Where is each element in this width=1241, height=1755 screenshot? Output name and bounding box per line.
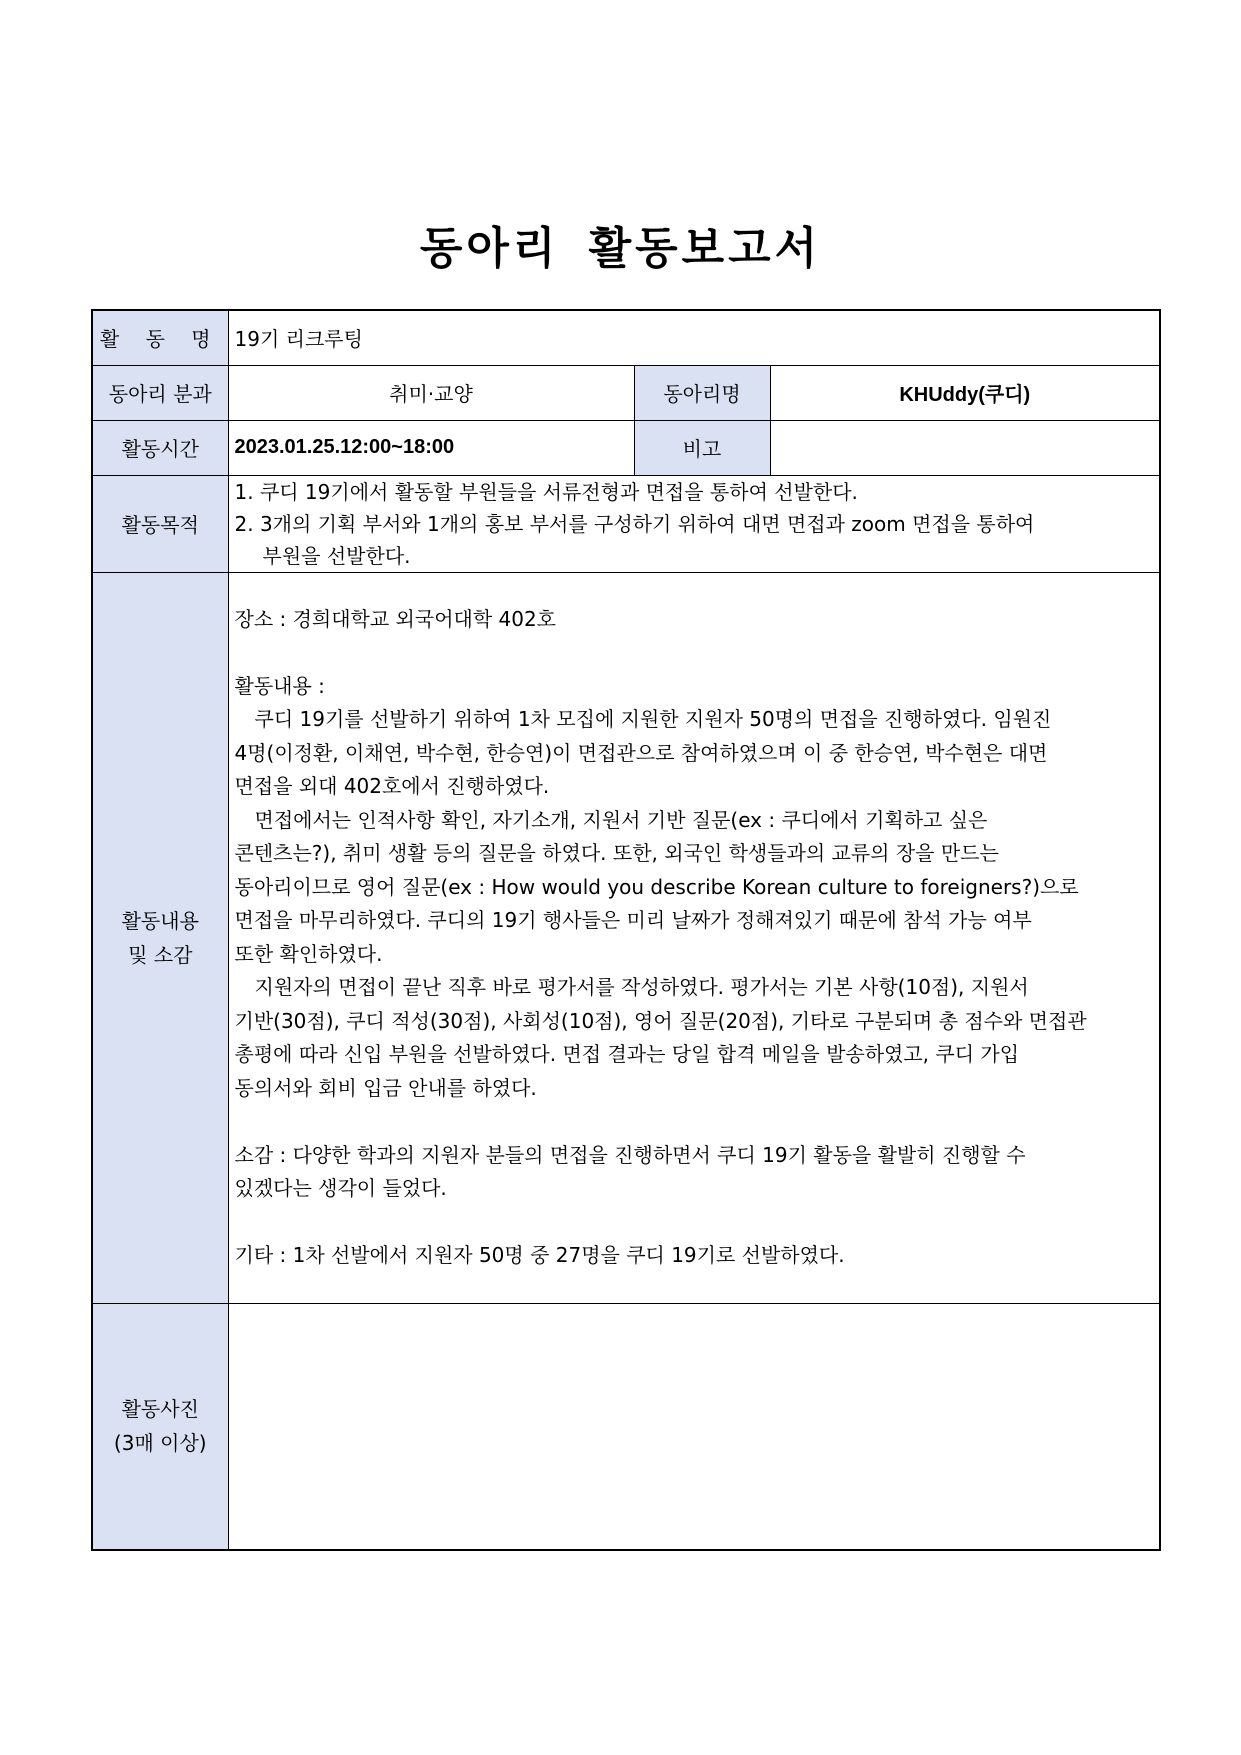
content-place: 장소 : 경희대학교 외국어대학 402호 [234,606,557,631]
content-p1-line-2: 4명(이정환, 이채연, 박수현, 한승연)이 면접관으로 참여하였으며 이 중 한승연, 박수현은 대면 [234,740,1048,765]
content-label-line-2: 및 소감 [128,942,193,967]
photos-label [92,1303,228,1550]
content-p3-line-2: 기반(30점), 쿠디 적성(30점), 사회성(10점), 영어 질문(20점), 기타로 구분되며 총 점수와 면접관 [234,1008,1087,1033]
purpose-value [228,475,1160,572]
content-p2-line-5: 또한 확인하였다. [234,941,383,966]
activity-report-table [91,309,1161,1551]
content-p2-line-4: 면접을 마무리하였다. 쿠디의 19기 행사들은 미리 날짜가 정해져있기 때문에 참석 가능 여부 [234,908,1032,932]
purpose-label: 활동목적 [92,475,228,572]
activity-time-label: 활동시간 [92,420,228,475]
content-p1-line-1: 쿠디 19기를 선발하기 위하여 1차 모집에 지원한 지원자 50명의 면접을 진행하였다. 임원진 [254,707,1052,731]
content-label-line-1: 활동내용 [121,908,199,933]
row-club-info [92,365,1160,420]
purpose-line-3: 부원을 선발한다. [262,543,411,568]
row-photos [92,1303,1160,1550]
content-p3-line-1: 지원자의 면접이 끝난 직후 바로 평가서를 작성하였다. 평가서는 기본 사항(10점), 지원서 [254,975,1029,999]
page-title: 동아리 활동보고서 [419,223,822,274]
content-p3-line-4: 동의서와 회비 입금 안내를 하였다. [234,1075,537,1100]
row-content [92,572,1160,1303]
activity-time-value: 2023.01.25.12:00~18:00 [228,420,634,475]
photos-label-line-2: (3매 이상) [113,1431,207,1456]
row-activity-name [92,310,1160,365]
photos-label-line-1: 활동사진 [121,1397,199,1422]
purpose-line-2: 2. 3개의 기획 부서와 1개의 홍보 부서를 구성하기 위하여 대면 면접과 zoom 면접을 통하여 [234,511,1035,536]
photos-area [228,1303,1160,1550]
remarks-label: 비고 [634,420,770,475]
activity-name-label: 활 동 명 [92,310,228,365]
remarks-value [770,420,1160,475]
club-category-label: 동아리 분과 [92,365,228,420]
content-etc: 기타 : 1차 선발에서 지원자 50명 중 27명을 쿠디 19기로 선발하였다. [234,1243,845,1267]
club-name-value: KHUddy(쿠디) [770,365,1160,420]
activity-name-value: 19기 리크루팅 [228,310,1160,365]
club-name-label: 동아리명 [634,365,770,420]
content-impression-line-2: 있겠다는 생각이 들었다. [234,1176,447,1200]
content-p3-line-3: 총평에 따라 신입 부원을 선발하였다. 면접 결과는 당일 합격 메일을 발송하였고, 쿠디 가입 [234,1042,1020,1066]
content-p2-line-3: 동아리이므로 영어 질문(ex : How would you describe Korean culture to foreigners?)으로 [234,874,1079,899]
content-p2-line-2: 콘텐츠는?), 취미 생활 등의 질문을 하였다. 또한, 외국인 학생들과의 교류의 장을 만드는 [234,841,999,865]
content-p1-line-3: 면접을 외대 402호에서 진행하였다. [234,774,550,798]
content-impression-line-1: 소감 : 다양한 학과의 지원자 분들의 면접을 진행하면서 쿠디 19기 활동을 활발히 진행할 수 [234,1142,1026,1167]
row-activity-time [92,420,1160,475]
content-label [92,572,228,1303]
club-category-value: 취미·교양 [228,365,634,420]
purpose-line-1: 1. 쿠디 19기에서 활동할 부원들을 서류전형과 면접을 통하여 선발한다. [234,479,858,504]
row-purpose [92,475,1160,572]
content-title: 활동내용 : [234,673,325,698]
content-p2-line-1: 면접에서는 인적사항 확인, 자기소개, 지원서 기반 질문(ex : 쿠디에서 기획하고 싶은 [254,807,988,832]
content-value [228,572,1160,1303]
